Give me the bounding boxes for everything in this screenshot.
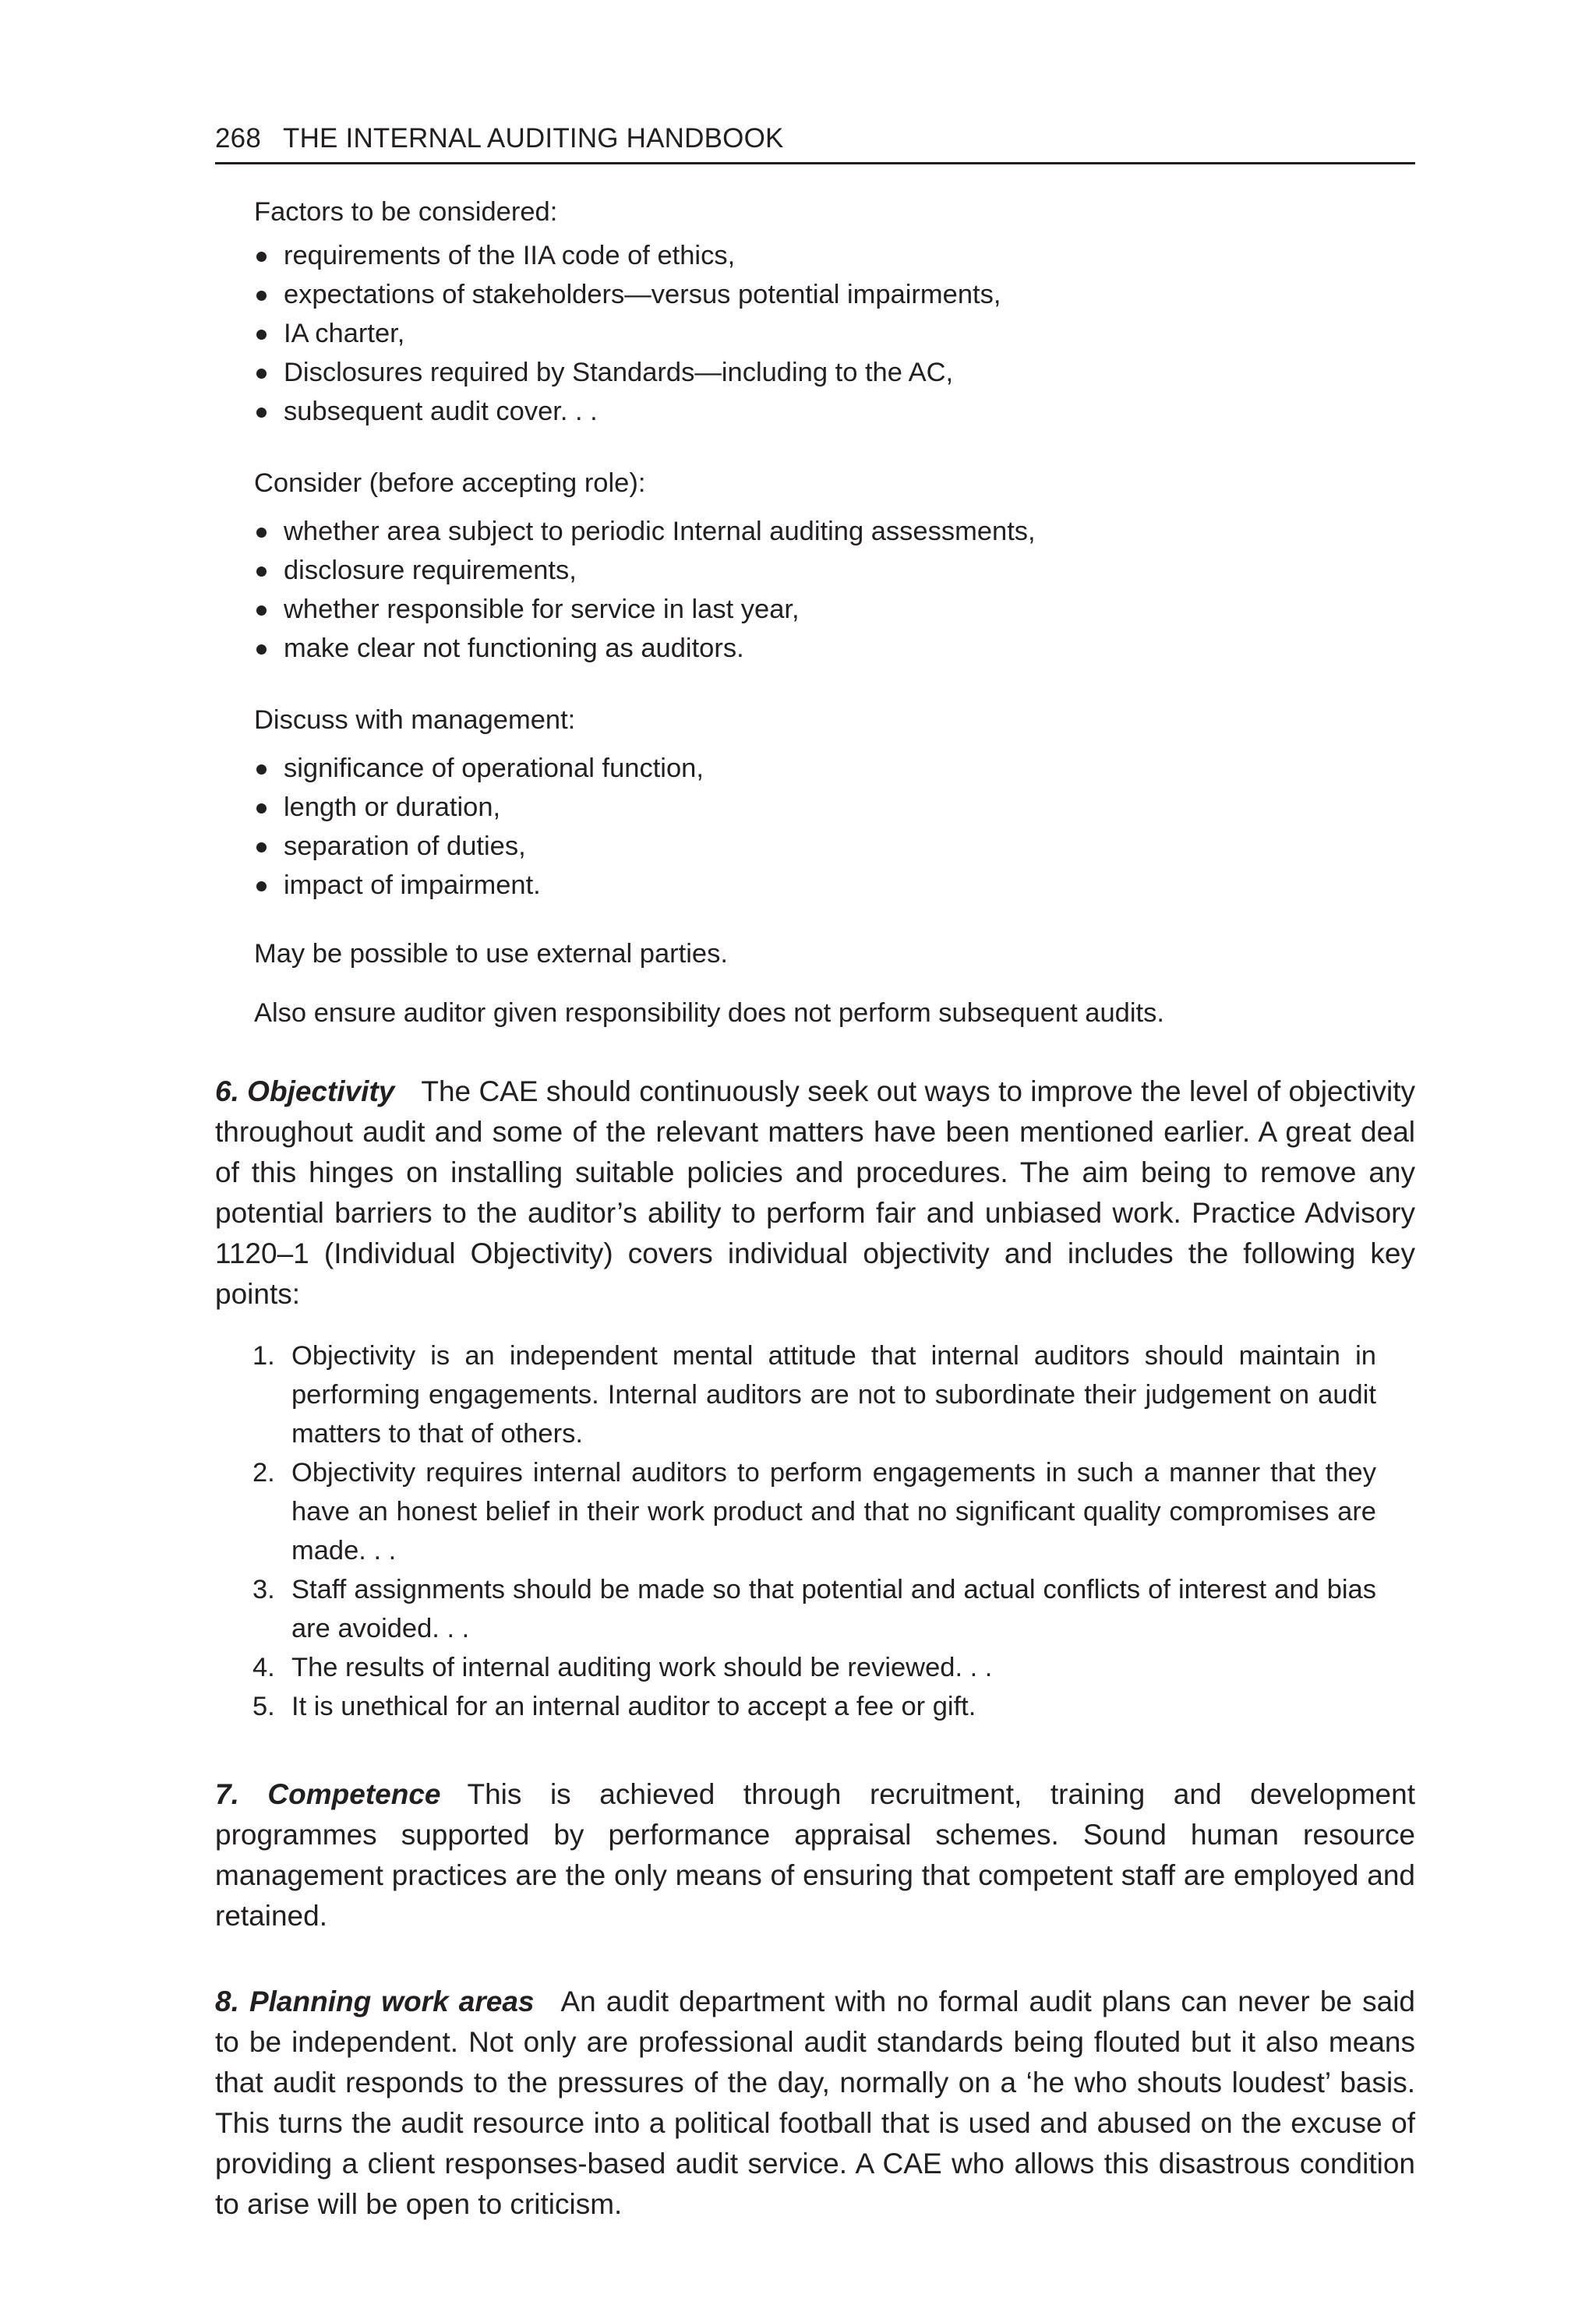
considerations-block: [254, 192, 1415, 1032]
list-item: whether area subject to periodic Internal auditing assessments,: [254, 512, 1415, 551]
factors-heading: Factors to be considered:: [254, 197, 558, 227]
point-number: 3.: [252, 1575, 275, 1604]
point-number: 1.: [252, 1341, 275, 1371]
section-competence: [215, 1774, 1415, 1936]
point-text: Objectivity is an independent mental attitude that internal auditors should maintain in performing engagements. Internal auditors are not to subordinate their judgement on audit matters to that of others.: [291, 1341, 1376, 1449]
bullet-icon: [256, 291, 267, 301]
list-item: disclosure requirements,: [254, 551, 1415, 590]
list-item: significance of operational function,: [254, 749, 1415, 788]
factors-list: [254, 236, 1415, 431]
point-text: Objectivity requires internal auditors to perform engagements in such a manner that they have an honest belief in their work product and that no significant quality compromises are made. . .: [291, 1458, 1376, 1565]
list-item: make clear not functioning as auditors.: [254, 629, 1415, 668]
list-item: impact of impairment.: [254, 866, 1415, 905]
running-header: [215, 117, 1415, 164]
section-title: 8. Planning work areas: [215, 1985, 535, 2017]
list-item: [215, 1453, 1376, 1570]
point-number: 2.: [252, 1458, 275, 1488]
running-title: THE INTERNAL AUDITING HANDBOOK: [283, 123, 784, 154]
list-item: [215, 1336, 1376, 1453]
section-body: An audit department with no formal audit plans can never be said to be independent. Not only are professional audit standards being flouted but it also means that audit responds to the pressures of the day, normally on a ‘he who shouts loudest’ basis. This turns the audit resource into a political football that is used and abused on the excuse of providing a client responses-based audit service. A CAE who allows this disastrous condition to arise will be open to criticism.: [215, 1985, 1415, 2220]
point-number: 5.: [252, 1692, 275, 1721]
section-title: 7. Competence: [215, 1778, 441, 1810]
bullet-icon: [256, 881, 267, 891]
note-subsequent-audits: Also ensure auditor given responsibility does not perform subsequent audits.: [254, 998, 1164, 1028]
list-item: IA charter,: [254, 314, 1415, 353]
bullet-icon: [256, 567, 267, 577]
list-item: expectations of stakeholders—versus potential impairments,: [254, 275, 1415, 314]
list-item: requirements of the IIA code of ethics,: [254, 236, 1415, 275]
bullet-icon: [256, 605, 267, 616]
section-title: 6. Objectivity: [215, 1075, 395, 1107]
list-item: [215, 1648, 1376, 1687]
section-body: This is achieved through recruitment, training and development programmes supported by performance appraisal schemes. Sound human resource management practices are the only means of ensuring that competent staff are employed and retained.: [215, 1778, 1415, 1932]
note-external-parties: May be possible to use external parties.: [254, 939, 728, 969]
list-item: [215, 1687, 1376, 1726]
point-number: 4.: [252, 1653, 275, 1682]
bullet-icon: [256, 528, 267, 538]
bullet-icon: [256, 369, 267, 379]
point-text: The results of internal auditing work should be reviewed. . .: [291, 1653, 993, 1682]
book-page: [215, 117, 1415, 2225]
discuss-heading: Discuss with management:: [254, 705, 576, 735]
key-points-list: [215, 1336, 1376, 1726]
list-item: Disclosures required by Standards—including to the AC,: [254, 353, 1415, 392]
point-text: It is unethical for an internal auditor to accept a fee or gift.: [291, 1692, 976, 1721]
section-planning-work-areas: [215, 1982, 1415, 2225]
list-item: length or duration,: [254, 788, 1415, 827]
list-item: whether responsible for service in last year,: [254, 590, 1415, 629]
section-body: The CAE should continuously seek out ways to improve the level of objectivity throughout audit and some of the relevant matters have been mentioned earlier. A great deal of this hinges on installing suitable policies and procedures. The aim being to remove any potential barriers to the auditor’s ability to perform fair and unbiased work. Practice Advisory 1120–1 (Individual Objectivity) covers individual objectivity and includes the following key points:: [215, 1075, 1415, 1310]
list-item: separation of duties,: [254, 827, 1415, 866]
bullet-icon: [256, 764, 267, 775]
discuss-list: [254, 749, 1415, 905]
bullet-icon: [256, 408, 267, 418]
bullet-icon: [256, 644, 267, 655]
list-item: [215, 1570, 1376, 1648]
list-item: subsequent audit cover. . .: [254, 392, 1415, 431]
consider-heading: Consider (before accepting role):: [254, 468, 646, 498]
bullet-icon: [256, 330, 267, 340]
bullet-icon: [256, 842, 267, 852]
page-number: 268: [215, 123, 261, 154]
bullet-icon: [256, 252, 267, 262]
point-text: Staff assignments should be made so that potential and actual conflicts of interest and bias are avoided. . .: [291, 1575, 1376, 1643]
section-objectivity: [215, 1071, 1415, 1315]
consider-list: [254, 512, 1415, 668]
bullet-icon: [256, 803, 267, 814]
